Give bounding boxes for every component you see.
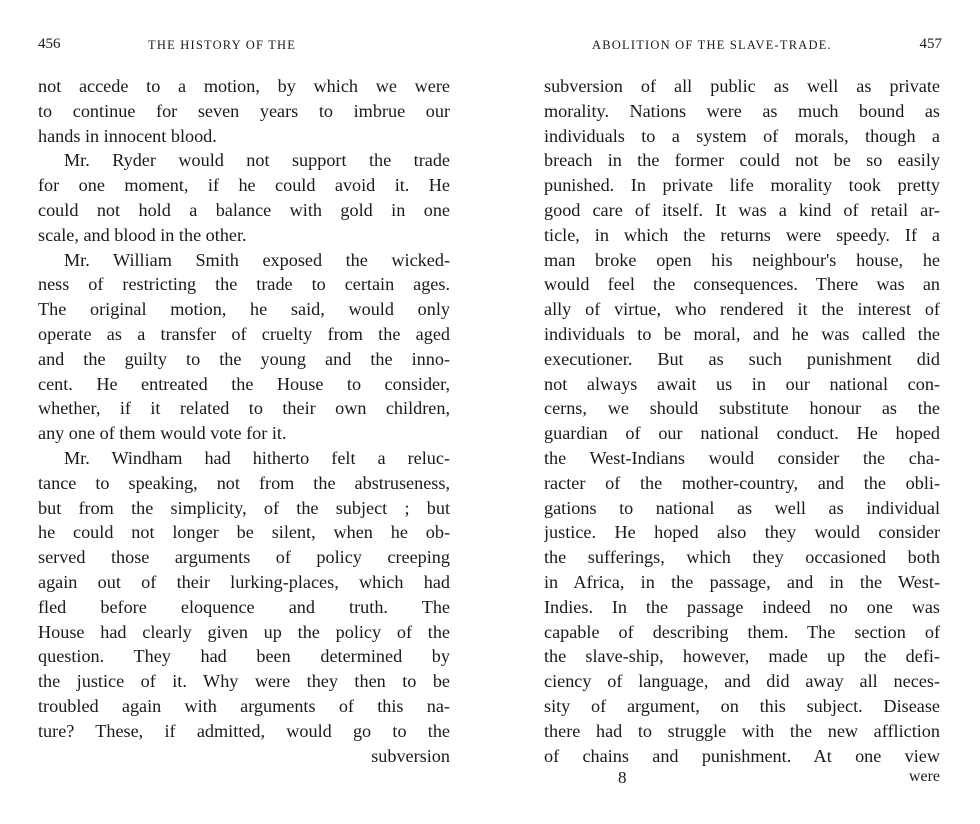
text-line: ture? These, if admitted, would go to the bbox=[38, 720, 450, 741]
text-line: cerns, we should substitute honour as the bbox=[544, 398, 940, 419]
text-line: in Africa, in the passage, and in the West- bbox=[544, 571, 940, 592]
right-body-text bbox=[544, 74, 940, 768]
text-line: guardian of our national conduct. He hoped bbox=[544, 423, 940, 444]
text-line: justice. He hoped also they would consider bbox=[544, 522, 940, 543]
text-line: Mr. Ryder would not support the trade bbox=[64, 150, 450, 171]
text-line: ticle, in which the returns were speedy. If a bbox=[544, 224, 940, 245]
right-running-head bbox=[544, 38, 940, 58]
text-line: scale, and blood in the other. bbox=[38, 224, 247, 245]
text-line: Mr. Windham had hitherto felt a reluc- bbox=[64, 447, 450, 468]
running-head-title-left: THE HISTORY OF THE bbox=[148, 38, 297, 52]
catchword-left: subversion bbox=[371, 745, 450, 766]
text-line: sity of argument, on this subject. Disease bbox=[544, 695, 940, 716]
text-line: the slave-ship, however, made up the defi- bbox=[544, 646, 940, 667]
text-line: man broke open his neighbour's house, he bbox=[544, 249, 940, 270]
text-line: whether, if it related to their own children, bbox=[38, 398, 450, 419]
text-line: subversion of all public as well as private bbox=[544, 76, 940, 96]
text-line: the West-Indians would consider the cha- bbox=[544, 447, 940, 468]
text-line: cent. He entreated the House to consider, bbox=[38, 373, 450, 394]
text-line: but from the simplicity, of the subject ; but bbox=[38, 497, 450, 518]
catchword-right: were bbox=[908, 768, 940, 785]
text-line: ciency of language, and did away all neces- bbox=[544, 671, 940, 692]
text-line: fled before eloquence and truth. The bbox=[38, 596, 450, 617]
text-line: racter of the mother-country, and the obli- bbox=[544, 472, 940, 493]
text-line: punished. In private life morality took pretty bbox=[544, 175, 940, 196]
text-line: not accede to a motion, by which we were bbox=[38, 76, 450, 96]
text-line: hands in innocent blood. bbox=[38, 125, 217, 146]
text-line: question. They had been determined by bbox=[38, 646, 450, 667]
text-line: served those arguments of policy creeping bbox=[38, 547, 450, 568]
left-running-head bbox=[38, 38, 450, 58]
text-line: ally of virtue, who rendered it the interest of bbox=[544, 299, 940, 320]
right-page bbox=[544, 0, 940, 824]
text-line: for one moment, if he could avoid it. He bbox=[38, 175, 450, 196]
text-line: again out of their lurking-places, which had bbox=[38, 571, 450, 592]
text-line: operate as a transfer of cruelty from the aged bbox=[38, 323, 450, 344]
running-head-title-right: ABOLITION OF THE SLAVE-TRADE. bbox=[592, 38, 832, 52]
text-line: individuals to a system of morals, though a bbox=[544, 125, 940, 146]
text-line: House had clearly given up the policy of the bbox=[38, 621, 450, 642]
text-line: executioner. But as such punishment did bbox=[544, 348, 940, 369]
text-line: to continue for seven years to imbrue our bbox=[38, 100, 450, 121]
text-line: individuals to be moral, and he was called the bbox=[544, 323, 940, 344]
signature-mark: 8 bbox=[618, 768, 627, 787]
page-number-left: 456 bbox=[38, 36, 61, 52]
text-line: he could not longer be silent, when he ob- bbox=[38, 522, 450, 543]
text-line: the justice of it. Why were they then to be bbox=[38, 671, 450, 692]
text-line: tance to speaking, not from the abstruseness, bbox=[38, 472, 450, 493]
text-line: not always await us in our national con- bbox=[544, 373, 940, 394]
text-line: troubled again with arguments of this na- bbox=[38, 695, 450, 716]
text-line: ness of restricting the trade to certain ages. bbox=[38, 274, 450, 295]
text-line: breach in the former could not be so easily bbox=[544, 150, 940, 171]
text-line: of chains and punishment. At one view bbox=[544, 745, 940, 766]
text-line: the sufferings, which they occasioned both bbox=[544, 547, 940, 568]
text-line: capable of describing them. The section of bbox=[544, 621, 940, 642]
left-body-text bbox=[38, 74, 450, 768]
text-line: good care of itself. It was a kind of retail ar- bbox=[544, 199, 940, 220]
text-line: and the guilty to the young and the inno- bbox=[38, 348, 450, 369]
text-line: gations to national as well as individual bbox=[544, 497, 940, 518]
text-line: Mr. William Smith exposed the wicked- bbox=[64, 249, 450, 270]
text-line: could not hold a balance with gold in one bbox=[38, 199, 450, 220]
text-line: there had to struggle with the new affliction bbox=[544, 720, 940, 741]
text-line: any one of them would vote for it. bbox=[38, 423, 287, 444]
left-page bbox=[38, 0, 450, 824]
text-line: would feel the consequences. There was an bbox=[544, 274, 940, 295]
text-line: morality. Nations were as much bound as bbox=[544, 100, 940, 121]
text-line: Indies. In the passage indeed no one was bbox=[544, 596, 940, 617]
page-number-right: 457 bbox=[919, 36, 942, 52]
text-line: The original motion, he said, would only bbox=[38, 299, 450, 320]
